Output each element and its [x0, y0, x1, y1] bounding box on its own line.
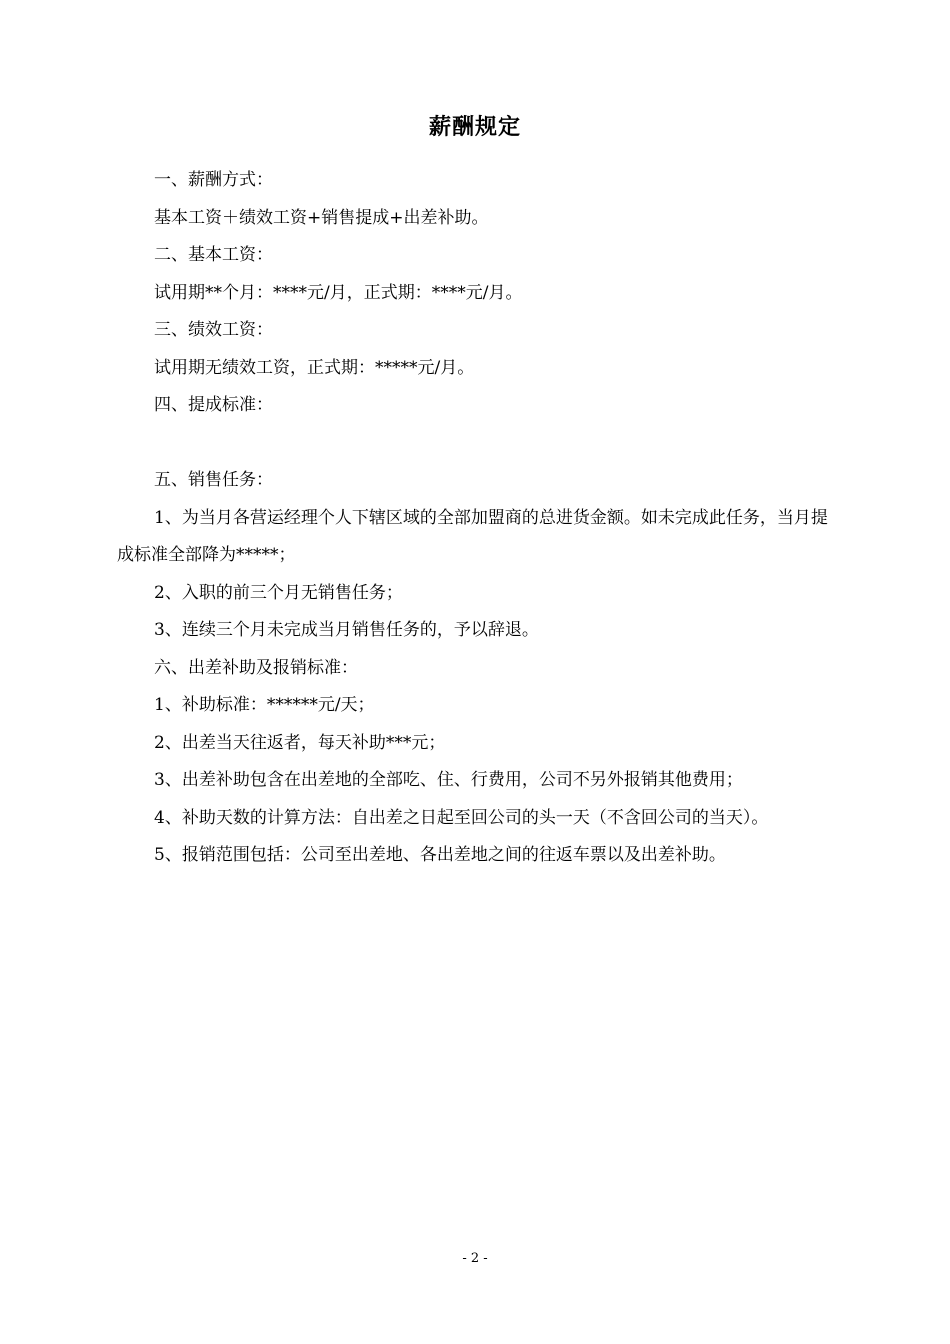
section-heading-sales-task: 五、销售任务： [154, 470, 273, 490]
paragraph-sales-task-3: 3、连续三个月未完成当月销售任务的，予以辞退。 [154, 620, 539, 640]
paragraph-travel-5: 5、报销范围包括：公司至出差地、各出差地之间的往返车票以及出差补助。 [154, 845, 726, 865]
section-heading-commission: 四、提成标准： [154, 395, 273, 415]
section-heading-salary-method: 一、薪酬方式： [154, 170, 273, 190]
paragraph-travel-1: 1、补助标准：******元/天； [154, 695, 375, 715]
paragraph-sales-task-2: 2、入职的前三个月无销售任务； [154, 582, 403, 603]
paragraph-travel-2: 2、出差当天往返者，每天补助***元； [154, 732, 446, 753]
paragraph-performance-salary: 试用期无绩效工资，正式期：*****元/月。 [154, 357, 475, 378]
section-heading-base-salary: 二、基本工资： [154, 245, 273, 265]
paragraph-travel-3: 3、出差补助包含在出差地的全部吃、住、行费用，公司不另外报销其他费用； [154, 770, 743, 790]
document-title: 薪酬规定 [428, 115, 521, 140]
paragraph-base-salary: 试用期**个月：****元/月，正式期：****元/月。 [154, 282, 523, 303]
page-number: - 2 - [462, 1251, 488, 1266]
document-body [117, 162, 837, 875]
paragraph-salary-components: 基本工资＋绩效工资+销售提成+出差补助。 [154, 207, 489, 228]
section-heading-travel-allowance: 六、出差补助及报销标准： [154, 657, 358, 678]
blank-line [117, 425, 837, 463]
paragraph-sales-task-1: 1、为当月各营运经理个人下辖区域的全部加盟商的总进货金额。如未完成此任务，当月提成标准全部降为*****； [117, 507, 828, 565]
section-heading-performance-salary: 三、绩效工资： [154, 320, 273, 340]
paragraph-travel-4: 4、补助天数的计算方法：自出差之日起至回公司的头一天（不含回公司的当天）。 [154, 807, 769, 828]
